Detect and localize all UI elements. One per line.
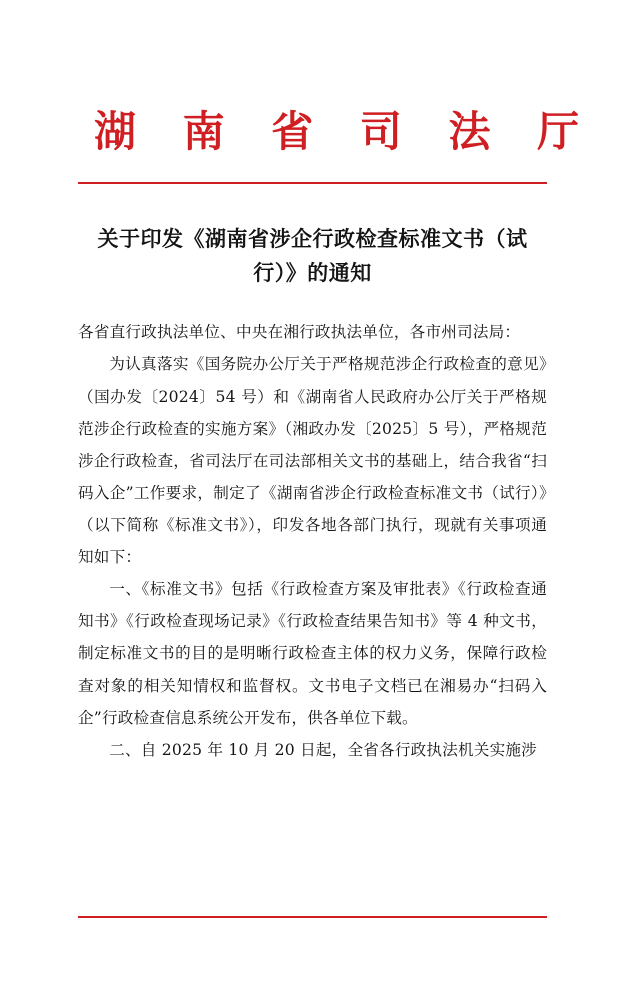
masthead-title: 湖 南 省 司 法 厅 xyxy=(94,107,596,156)
page-title: 关于印发《湖南省涉企行政检查标准文书（试行）》的通知 xyxy=(97,226,528,286)
paragraph-item-two: 二、自 2025 年 10 月 20 日起，全省各行政执法机关实施涉 xyxy=(109,740,537,759)
paragraph-item-one: 一、《标准文书》包括《行政检查方案及审批表》《行政检查通知书》《行政检查现场记录》《行政检查结果告知书》等 4 种文书，制定标准文书的目的是明晰行政检查主体的权力义务，保障行政检查对象的相关知情权和监督权。文书电子文档已在湘易办“扫码入企”行政检查信息系统公开发布，供各单位下载。 xyxy=(78,580,547,727)
masthead-divider-top xyxy=(78,182,547,184)
document-body xyxy=(78,316,547,766)
paragraph-addressee: 各省直行政执法单位、中央在湘行政执法单位，各市州司法局： xyxy=(78,323,521,342)
paragraph-background: 为认真落实《国务院办公厅关于严格规范涉企行政检查的意见》（国办发〔2024〕54 号）和《湖南省人民政府办公厅关于严格规范涉企行政检查的实施方案》（湘政办发〔2025〕5 号），严格规范涉企行政检查，省司法厅在司法部相关文书的基础上，结合我省“扫码入企”工作要求，制定了《湖南省涉企行政检查标准文书（试行）》（以下简称《标准文书》），印发各地各部门执行，现就有关事项通知如下： xyxy=(78,355,547,567)
document-page xyxy=(0,108,625,992)
footer-divider xyxy=(78,916,547,918)
